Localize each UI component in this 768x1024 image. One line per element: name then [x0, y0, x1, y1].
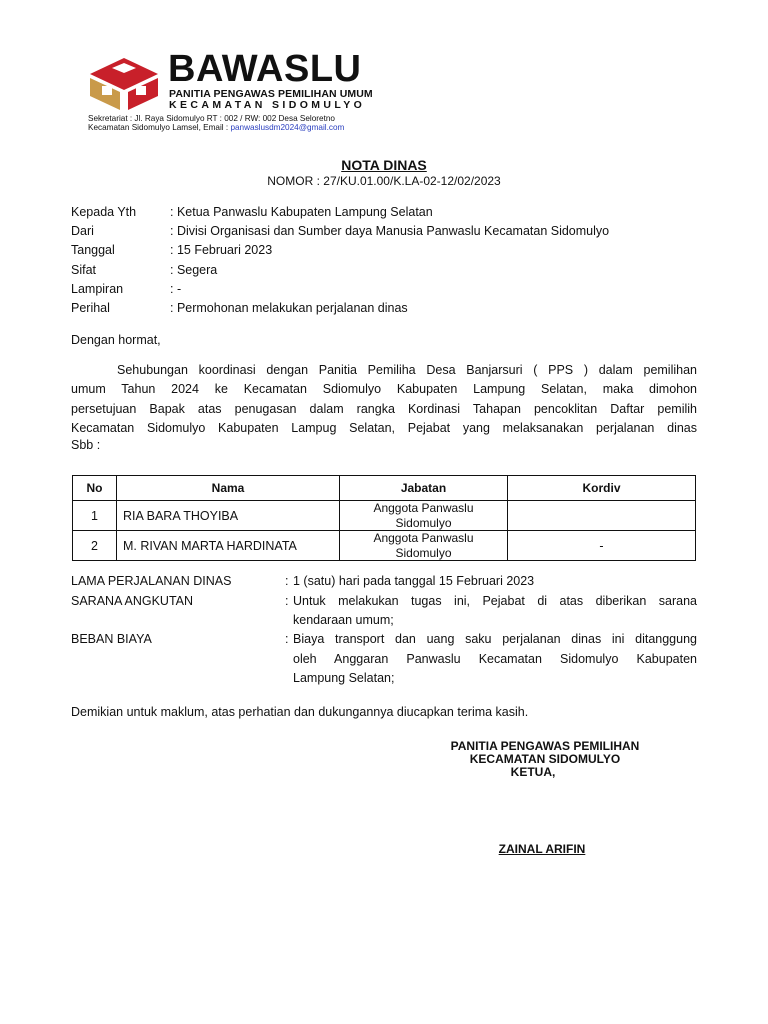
cell-nama: M. RIVAN MARTA HARDINATA [117, 531, 340, 561]
field-label-kepada: Kepada Yth [71, 205, 137, 219]
field-value-sifat: : Segera [170, 263, 218, 277]
table-header-row [73, 476, 696, 501]
field-value-kepada: : Ketua Panwaslu Kabupaten Lampung Selatan [170, 205, 433, 219]
field-label-dari: Dari [71, 224, 94, 238]
document-number: NOMOR : 27/KU.01.00/K.LA-02-12/02/2023 [267, 174, 501, 188]
table-row [73, 501, 696, 531]
cell-jabatan-line2: Sidomulyo [395, 515, 452, 530]
signature-line3: KETUA, [510, 765, 556, 779]
body-line-5: Sbb : [71, 438, 101, 452]
cell-no: 2 [73, 531, 117, 561]
signature-line1: PANITIA PENGAWAS PEMILIHAN [450, 739, 640, 753]
detail-colon-lama: : [285, 574, 289, 588]
field-value-lampiran: : - [170, 282, 182, 296]
body-line-2: umum Tahun 2024 ke Kecamatan Sdiomulyo Kabupaten Lampung Selatan, maka dimohon [71, 382, 697, 396]
detail-label-lama: LAMA PERJALANAN DINAS [71, 574, 232, 588]
detail-label-beban: BEBAN BIAYA [71, 632, 152, 646]
cell-jabatan-line1: Anggota Panwaslu [373, 501, 474, 515]
cell-nama: RIA BARA THOYIBA [117, 501, 340, 531]
brand-name: BAWASLU [168, 48, 362, 90]
field-value-dari: : Divisi Organisasi dan Sumber daya Manusia Panwaslu Kecamatan Sidomulyo [170, 224, 610, 238]
cell-jabatan-line1: Anggota Panwaslu [373, 531, 474, 545]
detail-label-sarana: SARANA ANGKUTAN [71, 594, 194, 608]
body-line-3: persetujuan Bapak atas penugasan dalam rangka Kordinasi Tahapan pencoklitan Daftar pemilih [71, 402, 697, 416]
salutation: Dengan hormat, [71, 333, 161, 347]
detail-value-sarana-line2: kendaraan umum; [293, 613, 394, 627]
address-text: Kecamatan Sidomulyo Lamsel, Email : [88, 123, 231, 132]
detail-value-lama: 1 (satu) hari pada tanggal 15 Februari 2023 [293, 574, 535, 588]
column-header-no: No [73, 476, 117, 501]
cell-no: 1 [73, 501, 117, 531]
column-header-jabatan: Jabatan [340, 476, 508, 501]
address-line2 [88, 123, 344, 132]
address-line1: Sekretariat : Jl. Raya Sidomulyo RT : 002 / RW: 002 Desa Seloretno [88, 114, 335, 123]
field-label-lampiran: Lampiran [71, 282, 124, 296]
document-title: NOTA DINAS [341, 157, 427, 173]
closing-text: Demikian untuk maklum, atas perhatian dan dukungannya diucapkan terima kasih. [71, 705, 529, 719]
column-header-kordiv: Kordiv [508, 476, 696, 501]
field-value-tanggal: : 15 Februari 2023 [170, 243, 273, 257]
field-value-perihal: : Permohonan melakukan perjalanan dinas [170, 301, 408, 315]
signature-line2: KECAMATAN SIDOMULYO [469, 752, 621, 766]
org-name-line2: KECAMATAN SIDOMULYO [169, 99, 366, 111]
detail-value-beban-line2: oleh Anggaran Panwaslu Kecamatan Sidomulyo Kabupaten [293, 652, 697, 666]
cell-jabatan-line2: Sidomulyo [395, 545, 452, 560]
field-label-sifat: Sifat [71, 263, 97, 277]
org-name-line1: PANITIA PENGAWAS PEMILIHAN UMUM [169, 88, 373, 100]
detail-value-beban-line1: Biaya transport dan uang saku perjalanan dinas ini ditanggung [293, 632, 697, 646]
detail-colon-sarana: : [285, 594, 289, 608]
cell-jabatan [340, 531, 508, 561]
signatory-name: ZAINAL ARIFIN [498, 842, 586, 856]
table-row [73, 531, 696, 561]
detail-value-beban-line3: Lampung Selatan; [293, 671, 395, 685]
cell-kordiv: - [508, 531, 696, 561]
email-link[interactable]: panwaslusdm2024@gmail.com [230, 123, 345, 132]
bawaslu-logo-icon [88, 56, 160, 112]
body-line-4: Kecamatan Sidomulyo Kabupaten Lampug Selatan, Pejabat yang melaksanakan perjalanan dinas [71, 421, 697, 435]
cell-kordiv [508, 501, 696, 531]
body-line-1: Sehubungan koordinasi dengan Panitia Pemiliha Desa Banjarsuri ( PPS ) dalam pemilihan [117, 363, 697, 377]
field-label-tanggal: Tanggal [71, 243, 115, 257]
cell-jabatan [340, 501, 508, 531]
detail-value-sarana-line1: Untuk melakukan tugas ini, Pejabat di atas diberikan sarana [293, 594, 697, 608]
column-header-nama: Nama [117, 476, 340, 501]
personnel-table [72, 475, 696, 561]
field-label-perihal: Perihal [71, 301, 110, 315]
detail-colon-beban: : [285, 632, 289, 646]
